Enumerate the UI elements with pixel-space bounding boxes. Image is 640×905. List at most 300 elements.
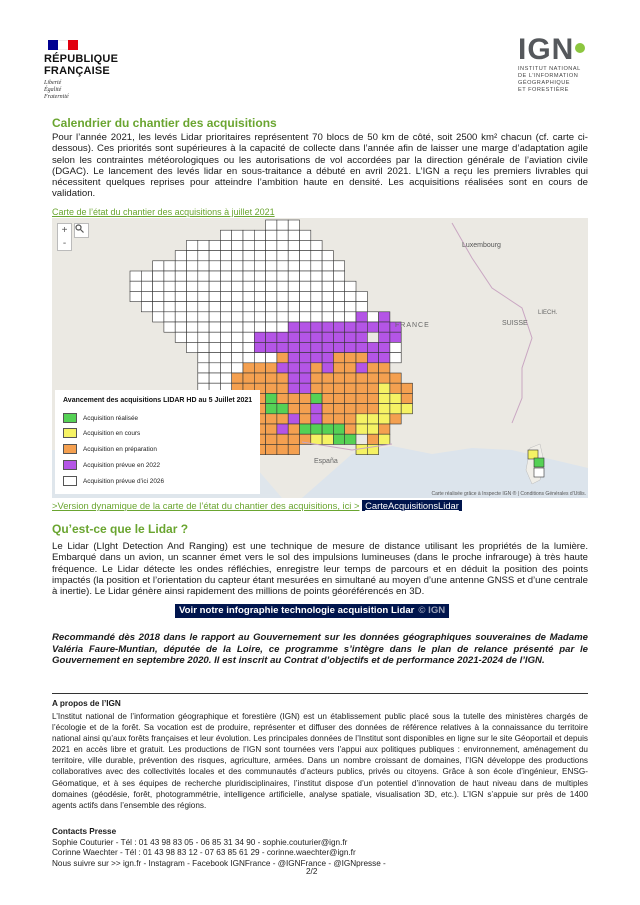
map-block bbox=[367, 312, 378, 322]
divider-rule bbox=[52, 693, 588, 694]
map-block bbox=[288, 353, 299, 363]
map-block bbox=[209, 281, 220, 291]
map-block bbox=[379, 312, 390, 322]
motto-egalite: Égalité bbox=[44, 87, 62, 93]
label-liech: LIECH. bbox=[538, 310, 558, 316]
ign-logo bbox=[518, 34, 596, 62]
map-block bbox=[333, 261, 344, 271]
map-block bbox=[187, 332, 198, 342]
map-block bbox=[277, 322, 288, 332]
map-block bbox=[322, 332, 333, 342]
map-block bbox=[356, 383, 367, 393]
map-block bbox=[130, 291, 141, 301]
map-block bbox=[288, 444, 299, 454]
map-block bbox=[232, 271, 243, 281]
republic-line-2: FRANÇAISE bbox=[44, 65, 110, 77]
map-block bbox=[288, 363, 299, 373]
map-block bbox=[356, 342, 367, 352]
map-block bbox=[220, 322, 231, 332]
map-block bbox=[356, 414, 367, 424]
map-block bbox=[209, 373, 220, 383]
map-block bbox=[277, 332, 288, 342]
legend-item-2022 bbox=[63, 460, 160, 470]
map-block bbox=[266, 444, 277, 454]
map-block bbox=[367, 373, 378, 383]
map-block bbox=[254, 363, 265, 373]
map-legend bbox=[55, 390, 260, 494]
map-block bbox=[288, 271, 299, 281]
map-block bbox=[379, 353, 390, 363]
map-block bbox=[277, 342, 288, 352]
map-block bbox=[232, 291, 243, 301]
map-block bbox=[209, 363, 220, 373]
map-block bbox=[254, 291, 265, 301]
map-block bbox=[254, 302, 265, 312]
map-block bbox=[322, 251, 333, 261]
map-block bbox=[198, 353, 209, 363]
map-block bbox=[153, 281, 164, 291]
map-block bbox=[379, 373, 390, 383]
map-block bbox=[322, 393, 333, 403]
legend-label-realisee: Acquisition réalisée bbox=[83, 414, 139, 422]
map-block bbox=[300, 373, 311, 383]
map-block bbox=[288, 393, 299, 403]
map-block bbox=[311, 261, 322, 271]
map-block bbox=[220, 230, 231, 240]
map-block bbox=[288, 281, 299, 291]
corsica-block bbox=[534, 468, 544, 477]
map-block bbox=[333, 271, 344, 281]
map-block bbox=[220, 373, 231, 383]
map-block bbox=[232, 373, 243, 383]
infographic-link[interactable] bbox=[175, 604, 449, 618]
map-block bbox=[356, 404, 367, 414]
map-block bbox=[379, 322, 390, 332]
map-block bbox=[232, 251, 243, 261]
map-block bbox=[232, 302, 243, 312]
map-block bbox=[390, 393, 401, 403]
map-block bbox=[175, 332, 186, 342]
map-block bbox=[379, 414, 390, 424]
map-block bbox=[243, 373, 254, 383]
map-block bbox=[390, 353, 401, 363]
calendar-paragraph: Pour l’année 2021, les levés Lidar prioritaires représentent 70 blocs de 50 km de côté, soit 2500 km² chacun (cf. carte ci-dessous). Ces priorités sont supérieures à la capacité de collecte dans l’année afin de laisser une marge d’adaptation agile selon les contraintes météorologiques ou les autorisations de vol accordées par la direction générale de l’aviation civile (DGAC). Le lancement des levés lidar en sous-traitance a débuté en avril 2021. L’IGN a reçu les premiers livrables qui nécessitent quelques reprises pour atteindre l’ambition haute en densité. Les acquisitions réalisées sont en cours de validation. bbox=[52, 132, 588, 200]
map-block bbox=[322, 322, 333, 332]
map-block bbox=[345, 342, 356, 352]
contact-line-couturier: Sophie Couturier - Tél : 01 43 98 83 05 - 06 85 31 34 90 - sophie.couturier@ign.fr bbox=[52, 838, 348, 847]
map-block bbox=[232, 261, 243, 271]
map-block bbox=[232, 332, 243, 342]
map-block bbox=[311, 342, 322, 352]
map-block bbox=[266, 251, 277, 261]
motto-fraternite: Fraternité bbox=[44, 94, 69, 100]
map-block bbox=[243, 302, 254, 312]
map-zoom-control[interactable] bbox=[57, 223, 72, 251]
map-block bbox=[164, 261, 175, 271]
map-block bbox=[220, 312, 231, 322]
map-block bbox=[254, 271, 265, 281]
map-block bbox=[367, 414, 378, 424]
map-block bbox=[232, 281, 243, 291]
map-block bbox=[277, 444, 288, 454]
map-block bbox=[175, 312, 186, 322]
acquisition-map[interactable] bbox=[52, 218, 588, 498]
map-block bbox=[311, 393, 322, 403]
republic-line-1: RÉPUBLIQUE bbox=[44, 53, 119, 65]
map-block bbox=[141, 281, 152, 291]
zoom-in-button[interactable]: + bbox=[61, 225, 68, 236]
map-block bbox=[187, 281, 198, 291]
map-block bbox=[333, 383, 344, 393]
map-block bbox=[232, 322, 243, 332]
flag-white bbox=[58, 40, 68, 50]
map-block bbox=[277, 302, 288, 312]
map-block bbox=[277, 383, 288, 393]
lidar-section bbox=[52, 522, 588, 597]
map-block bbox=[322, 363, 333, 373]
map-block bbox=[322, 261, 333, 271]
map-block bbox=[266, 240, 277, 250]
map-block bbox=[209, 332, 220, 342]
map-block bbox=[288, 291, 299, 301]
map-search-button[interactable] bbox=[74, 223, 89, 238]
carte-acquisitions-lidar-link[interactable]: CarteAcquisitionsLidar bbox=[362, 500, 462, 511]
map-block bbox=[175, 281, 186, 291]
corsica-block bbox=[534, 458, 544, 467]
legend-label-preparation: Acquisition en préparation bbox=[83, 445, 157, 453]
map-block bbox=[300, 414, 311, 424]
map-block bbox=[232, 240, 243, 250]
map-block bbox=[243, 261, 254, 271]
map-block bbox=[311, 312, 322, 322]
map-block bbox=[379, 342, 390, 352]
map-block bbox=[379, 383, 390, 393]
map-block bbox=[345, 434, 356, 444]
map-block bbox=[390, 332, 401, 342]
map-block bbox=[243, 363, 254, 373]
legend-label-2022: Acquisition prévue en 2022 bbox=[83, 461, 161, 469]
map-block bbox=[198, 261, 209, 271]
map-block bbox=[300, 230, 311, 240]
map-block bbox=[266, 414, 277, 424]
map-block bbox=[243, 281, 254, 291]
legend-swatch-preparation bbox=[63, 444, 77, 454]
map-block bbox=[288, 373, 299, 383]
map-block bbox=[198, 373, 209, 383]
map-block bbox=[277, 251, 288, 261]
label-luxembourg: Luxembourg bbox=[462, 242, 501, 249]
map-block bbox=[277, 434, 288, 444]
map-block bbox=[277, 230, 288, 240]
map-block bbox=[288, 332, 299, 342]
map-block bbox=[232, 312, 243, 322]
map-block bbox=[322, 342, 333, 352]
map-block bbox=[209, 240, 220, 250]
map-block bbox=[311, 363, 322, 373]
map-block bbox=[175, 261, 186, 271]
map-block bbox=[345, 302, 356, 312]
map-block bbox=[277, 404, 288, 414]
map-block bbox=[345, 363, 356, 373]
map-block bbox=[254, 342, 265, 352]
map-block bbox=[311, 281, 322, 291]
about-title: A propos de l’IGN bbox=[52, 699, 121, 708]
map-block bbox=[243, 312, 254, 322]
map-block bbox=[345, 353, 356, 363]
flag-red bbox=[68, 40, 78, 50]
map-block bbox=[333, 404, 344, 414]
map-block bbox=[220, 363, 231, 373]
map-block bbox=[367, 434, 378, 444]
map-block bbox=[266, 230, 277, 240]
map-block bbox=[198, 342, 209, 352]
map-block bbox=[333, 424, 344, 434]
map-block bbox=[311, 271, 322, 281]
calendar-section bbox=[52, 116, 588, 200]
contacts-title: Contacts Presse bbox=[52, 827, 117, 836]
republique-francaise-logo bbox=[44, 53, 144, 101]
map-block bbox=[198, 332, 209, 342]
map-block bbox=[288, 322, 299, 332]
map-block bbox=[254, 373, 265, 383]
map-block bbox=[322, 302, 333, 312]
map-block bbox=[390, 404, 401, 414]
map-block bbox=[198, 363, 209, 373]
map-block bbox=[266, 434, 277, 444]
map-block bbox=[266, 281, 277, 291]
map-block bbox=[266, 404, 277, 414]
map-block bbox=[311, 322, 322, 332]
map-block bbox=[300, 383, 311, 393]
map-block bbox=[130, 271, 141, 281]
infographic-label: Voir notre infographie technologie acquisition Lidar bbox=[179, 605, 415, 616]
calendar-title: Calendrier du chantier des acquisitions bbox=[52, 116, 277, 130]
map-block bbox=[288, 261, 299, 271]
legend-swatch-2026 bbox=[63, 476, 77, 486]
ign-line-1: INSTITUT NATIONAL bbox=[518, 66, 581, 72]
map-block bbox=[356, 393, 367, 403]
map-block bbox=[333, 353, 344, 363]
map-block bbox=[277, 424, 288, 434]
map-block bbox=[220, 342, 231, 352]
map-block bbox=[300, 251, 311, 261]
map-block bbox=[277, 281, 288, 291]
map-block bbox=[300, 291, 311, 301]
contacts-block bbox=[52, 838, 386, 869]
map-block bbox=[243, 322, 254, 332]
map-block bbox=[367, 363, 378, 373]
map-block bbox=[254, 240, 265, 250]
map-block bbox=[175, 291, 186, 301]
map-block bbox=[401, 383, 412, 393]
map-block bbox=[356, 363, 367, 373]
map-block bbox=[209, 261, 220, 271]
map-block bbox=[266, 271, 277, 281]
map-block bbox=[345, 322, 356, 332]
map-block bbox=[288, 240, 299, 250]
map-block bbox=[322, 434, 333, 444]
map-block bbox=[266, 332, 277, 342]
map-block bbox=[254, 312, 265, 322]
lidar-paragraph: Le Lidar (LIght Detection And Ranging) est une technique de mesure de distance utilisant les propriétés de la lumière. Embarqué dans un avion, un scanner émet vers le sol des impulsions lumineuses (dans le proche infrarouge) à très haute fréquence. Le Lidar détecte les ondes réfléchies, enregistre leur temps de parcours et en déduit la position des points impactés (la position et l’orientation du capteur étant mesurées en simultané au moyen d’une antenne GNSS et d’une centrale à inertie). Le Lidar génère ainsi rapidement des millions de points géoréférencés en 3D. bbox=[52, 541, 588, 598]
map-block bbox=[322, 404, 333, 414]
legend-label-en-cours: Acquisition en cours bbox=[83, 429, 141, 437]
map-block bbox=[333, 373, 344, 383]
map-block bbox=[322, 383, 333, 393]
map-block bbox=[333, 302, 344, 312]
map-block bbox=[266, 353, 277, 363]
map-block bbox=[175, 322, 186, 332]
map-block bbox=[300, 363, 311, 373]
map-block bbox=[198, 302, 209, 312]
contact-line-social: Nous suivre sur >> ign.fr - Instagram - Facebook IGNFrance - @IGNFrance - @IGNpresse - bbox=[52, 858, 386, 868]
map-block bbox=[277, 220, 288, 230]
flag-blue bbox=[48, 40, 58, 50]
map-block bbox=[345, 404, 356, 414]
map-block bbox=[220, 332, 231, 342]
map-block bbox=[277, 312, 288, 322]
map-block bbox=[311, 414, 322, 424]
map-block bbox=[356, 322, 367, 332]
map-block bbox=[367, 404, 378, 414]
map-block bbox=[277, 414, 288, 424]
map-block bbox=[356, 373, 367, 383]
map-block bbox=[322, 424, 333, 434]
map-block bbox=[288, 220, 299, 230]
map-block bbox=[243, 230, 254, 240]
map-block bbox=[288, 251, 299, 261]
map-block bbox=[220, 240, 231, 250]
legend-swatch-en-cours bbox=[63, 428, 77, 438]
map-block bbox=[153, 261, 164, 271]
map-block bbox=[220, 271, 231, 281]
map-block bbox=[356, 332, 367, 342]
map-block bbox=[311, 424, 322, 434]
map-block bbox=[220, 353, 231, 363]
map-block bbox=[232, 353, 243, 363]
map-block bbox=[311, 332, 322, 342]
map-caption-link[interactable]: Carte de l’état du chantier des acquisitions à juillet 2021 bbox=[52, 207, 275, 217]
map-block bbox=[288, 414, 299, 424]
map-block bbox=[300, 424, 311, 434]
map-block bbox=[209, 322, 220, 332]
map-block bbox=[266, 342, 277, 352]
map-block bbox=[311, 353, 322, 363]
map-block bbox=[164, 322, 175, 332]
map-block bbox=[322, 353, 333, 363]
map-block bbox=[209, 271, 220, 281]
map-block bbox=[175, 251, 186, 261]
map-block bbox=[164, 291, 175, 301]
map-block bbox=[209, 353, 220, 363]
map-block bbox=[311, 302, 322, 312]
map-block bbox=[356, 424, 367, 434]
map-block bbox=[164, 302, 175, 312]
map-block bbox=[220, 251, 231, 261]
legend-title: Avancement des acquisitions LIDAR HD au 5 Juillet 2021 bbox=[63, 397, 253, 404]
map-block bbox=[322, 291, 333, 301]
map-block bbox=[220, 291, 231, 301]
map-block bbox=[288, 424, 299, 434]
map-block bbox=[220, 302, 231, 312]
map-block bbox=[141, 271, 152, 281]
map-block bbox=[277, 373, 288, 383]
map-block bbox=[345, 312, 356, 322]
map-block bbox=[390, 342, 401, 352]
map-block bbox=[356, 291, 367, 301]
map-block bbox=[333, 332, 344, 342]
map-block bbox=[198, 251, 209, 261]
map-block bbox=[266, 363, 277, 373]
map-block bbox=[311, 383, 322, 393]
map-block bbox=[141, 302, 152, 312]
map-block bbox=[266, 302, 277, 312]
zoom-out-button[interactable]: - bbox=[62, 238, 67, 249]
map-block bbox=[333, 291, 344, 301]
map-block bbox=[153, 312, 164, 322]
map-block bbox=[266, 312, 277, 322]
recommendation-paragraph: Recommandé dès 2018 dans le rapport au Gouvernement sur les données géographiques souveraines de Madame Valéria Faure-Muntian, députée de la Loire, ce programme s’intègre dans le plan de relance présenté par le Gouvernement en septembre 2020. Il est inscrit au Contrat d’objectifs et de performance 2021-2024 de l’IGN. bbox=[52, 632, 588, 666]
label-france: FRANCE bbox=[395, 322, 430, 329]
map-block bbox=[243, 332, 254, 342]
map-block bbox=[401, 393, 412, 403]
map-block bbox=[220, 281, 231, 291]
legend-item-realisee bbox=[63, 413, 138, 423]
map-block bbox=[187, 291, 198, 301]
map-block bbox=[367, 393, 378, 403]
map-block bbox=[356, 302, 367, 312]
map-block bbox=[345, 424, 356, 434]
map-block bbox=[322, 373, 333, 383]
map-block bbox=[187, 312, 198, 322]
map-block bbox=[187, 271, 198, 281]
map-block bbox=[266, 220, 277, 230]
map-block bbox=[277, 261, 288, 271]
map-block bbox=[266, 322, 277, 332]
map-block bbox=[209, 312, 220, 322]
map-block bbox=[153, 291, 164, 301]
map-block bbox=[153, 271, 164, 281]
map-block bbox=[198, 291, 209, 301]
map-block bbox=[277, 271, 288, 281]
map-block bbox=[390, 414, 401, 424]
map-block bbox=[345, 332, 356, 342]
map-block bbox=[333, 363, 344, 373]
dynamic-map-link[interactable]: >Version dynamique de la carte de l’état du chantier des acquisitions, ici > bbox=[52, 500, 360, 511]
map-block bbox=[300, 271, 311, 281]
map-block bbox=[243, 353, 254, 363]
contact-line-waechter: Corinne Waechter - Tél : 01 43 98 83 12 - 07 63 85 61 29 - corinne.waechter@ign.fr bbox=[52, 848, 356, 858]
map-block bbox=[367, 342, 378, 352]
republique-francaise-flag bbox=[48, 40, 78, 50]
map-block bbox=[390, 383, 401, 393]
map-block bbox=[288, 302, 299, 312]
map-block bbox=[209, 251, 220, 261]
map-block bbox=[198, 240, 209, 250]
map-block bbox=[300, 240, 311, 250]
map-block bbox=[311, 291, 322, 301]
lidar-title: Qu’est-ce que le Lidar ? bbox=[52, 522, 189, 536]
map-block bbox=[333, 342, 344, 352]
map-block bbox=[187, 240, 198, 250]
map-block bbox=[390, 373, 401, 383]
map-block bbox=[379, 393, 390, 403]
map-block bbox=[300, 342, 311, 352]
map-block bbox=[300, 353, 311, 363]
ign-institute-name bbox=[518, 66, 628, 94]
map-block bbox=[367, 322, 378, 332]
map-block bbox=[300, 404, 311, 414]
